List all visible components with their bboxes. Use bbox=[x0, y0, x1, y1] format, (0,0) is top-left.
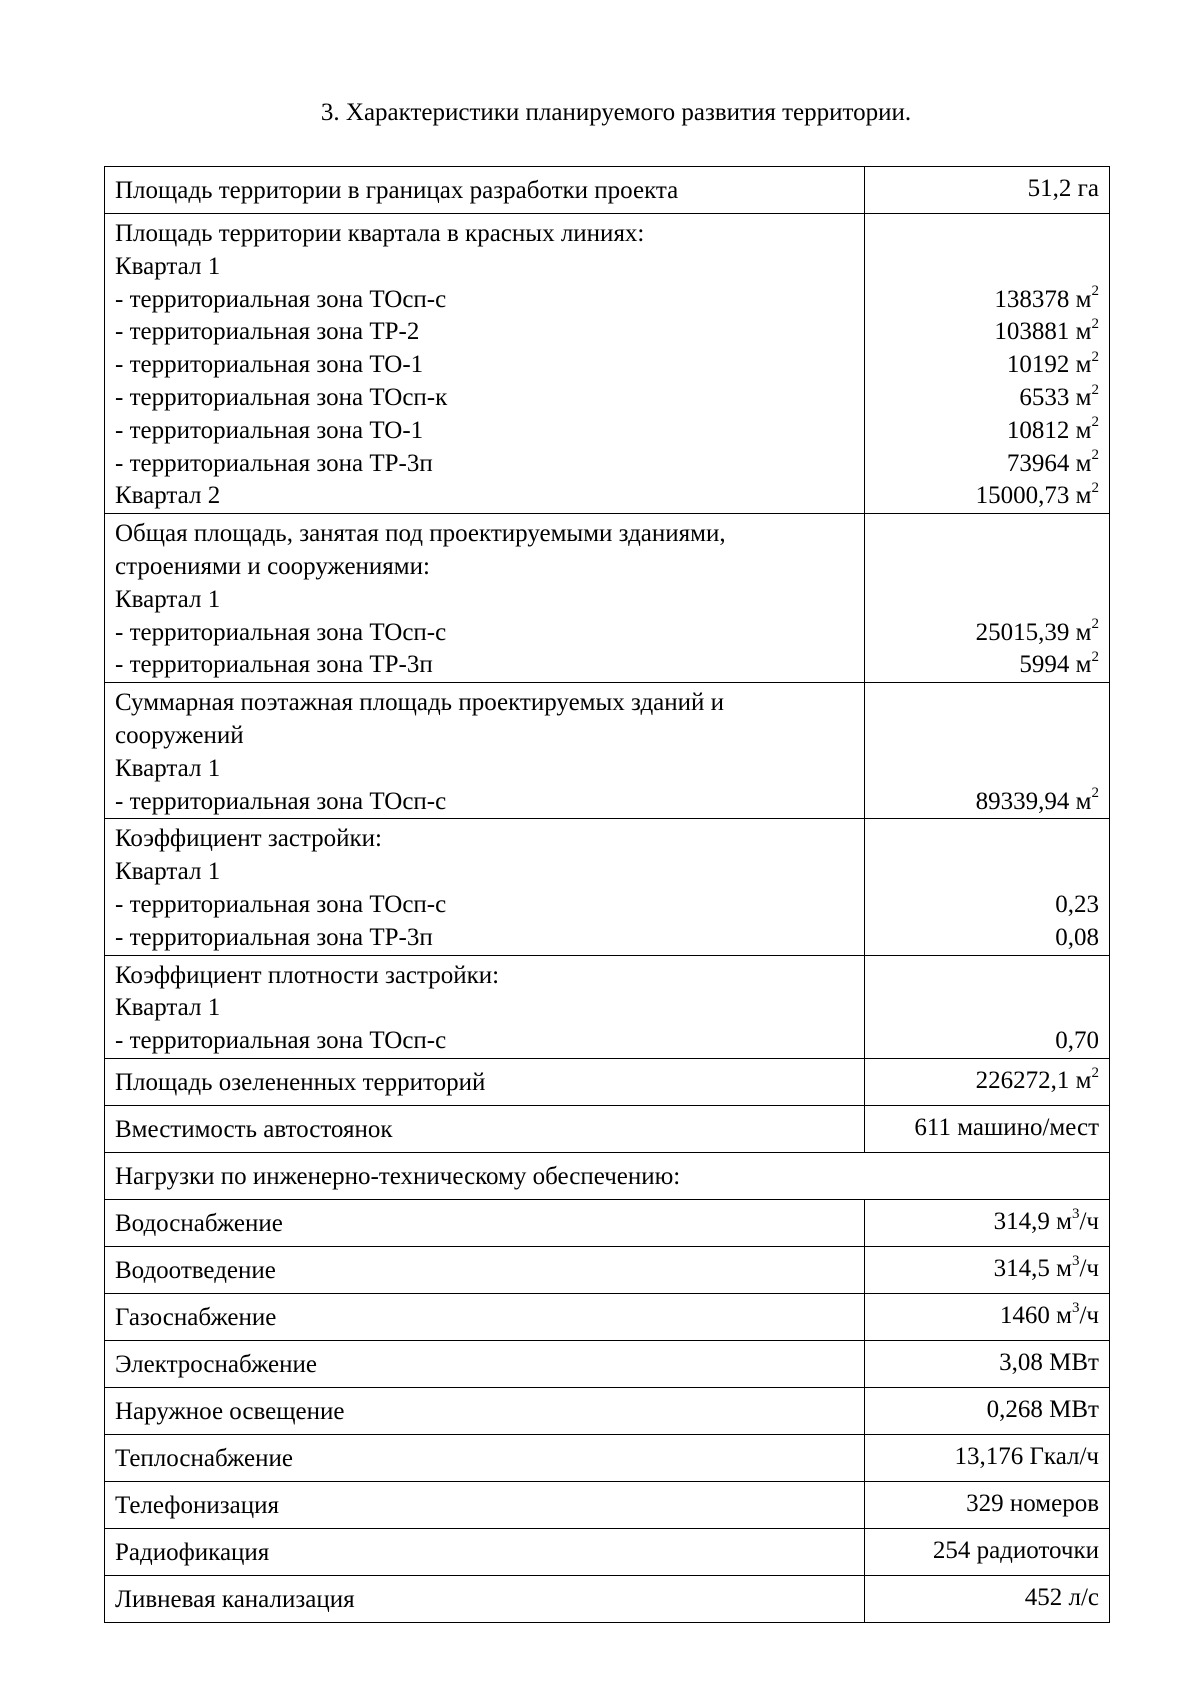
engineering-value: 314,9 $м^3/ч$ bbox=[993, 1205, 1099, 1235]
parameter-cell bbox=[105, 955, 865, 1058]
engineering-value-cell bbox=[865, 1387, 1110, 1434]
value-line: 103881 $м^2$ bbox=[994, 316, 1099, 346]
engineering-value-cell bbox=[865, 1575, 1110, 1622]
parameter-label-line: Суммарная поэтажная площадь проектируемых зданий и bbox=[115, 689, 725, 717]
value-line: 138378 $м^2$ bbox=[994, 283, 1099, 313]
parameter-label-line: Квартал 1 bbox=[115, 994, 221, 1022]
table-row bbox=[105, 214, 1110, 514]
value-cell bbox=[865, 514, 1110, 683]
engineering-label-cell: Наружное освещение bbox=[105, 1387, 865, 1434]
parameter-label-line: сооружений bbox=[115, 721, 244, 749]
engineering-row bbox=[105, 1387, 1110, 1434]
engineering-label-cell: Электроснабжение bbox=[105, 1340, 865, 1387]
engineering-row bbox=[105, 1293, 1110, 1340]
parameter-label-line: Коэффициент застройки: bbox=[115, 825, 383, 853]
parameter-label-line: Общая площадь, занятая под проектируемыми зданиями, bbox=[115, 520, 726, 548]
parameter-label-line: Квартал 1 bbox=[115, 754, 221, 782]
table-row bbox=[105, 1058, 1110, 1105]
parameter-label-line: Квартал 1 bbox=[115, 252, 221, 280]
parameter-cell bbox=[105, 214, 865, 514]
table-body bbox=[105, 167, 1110, 1623]
unit-superscript: 2 bbox=[1091, 381, 1099, 398]
value-spacer bbox=[875, 687, 1099, 720]
value-spacer bbox=[875, 518, 1099, 551]
unit-superscript: 2 bbox=[1091, 447, 1099, 464]
unit-superscript: 2 bbox=[1091, 785, 1099, 802]
table-row bbox=[105, 955, 1110, 1058]
parameter-label-line: - территориальная зона ТО-1 bbox=[115, 416, 424, 444]
unit-superscript: 2 bbox=[1091, 649, 1099, 666]
unit-superscript: 2 bbox=[1091, 316, 1099, 333]
value-line: 15000,73 $м^2$ bbox=[975, 480, 1099, 510]
parameter-label-line: - территориальная зона ТОсп-с bbox=[115, 890, 447, 918]
value-cell bbox=[865, 819, 1110, 955]
value-spacer bbox=[875, 584, 1099, 617]
value-spacer bbox=[875, 720, 1099, 753]
table-row bbox=[105, 167, 1110, 214]
parameter-cell bbox=[105, 167, 865, 214]
engineering-value: 452 л/с bbox=[1024, 1583, 1099, 1611]
engineering-label-cell: Водоснабжение bbox=[105, 1199, 865, 1246]
document-title: 3. Характеристики планируемого развития территории. bbox=[320, 99, 912, 126]
parameter-label-line: Квартал 2 bbox=[115, 482, 221, 510]
table-row bbox=[105, 819, 1110, 955]
parameter-label-line: - территориальная зона ТОсп-с bbox=[115, 618, 447, 646]
value-line: 0,08 bbox=[1055, 923, 1099, 951]
engineering-label-cell: Теплоснабжение bbox=[105, 1434, 865, 1481]
parameter-label-line: - территориальная зона ТОсп-с bbox=[115, 787, 447, 815]
parameter-label-line: Площадь территории квартала в красных линиях: bbox=[115, 220, 645, 247]
table-row bbox=[105, 683, 1110, 819]
engineering-value-cell bbox=[865, 1293, 1110, 1340]
engineering-value-cell bbox=[865, 1199, 1110, 1246]
value-line: 10812 $м^2$ bbox=[1006, 414, 1099, 444]
parameter-cell bbox=[105, 819, 865, 955]
value-line: 73964 $м^2$ bbox=[1006, 447, 1099, 477]
engineering-value: 3,08 МВт bbox=[999, 1348, 1099, 1376]
unit-superscript: 3 bbox=[1071, 1205, 1080, 1222]
value-cell bbox=[865, 167, 1110, 214]
engineering-label-cell: Ливневая канализация bbox=[105, 1575, 865, 1622]
engineering-value-cell bbox=[865, 1434, 1110, 1481]
engineering-row bbox=[105, 1528, 1110, 1575]
parameter-label-line: Площадь территории в границах разработки проекта bbox=[115, 177, 679, 204]
value-cell bbox=[865, 214, 1110, 514]
parameter-label-line: - территориальная зона ТР-3п bbox=[115, 923, 433, 951]
territory-parameters-table bbox=[104, 166, 1110, 1623]
parameter-label-line: - территориальная зона ТО-1 bbox=[115, 351, 424, 379]
value-line: 0,23 bbox=[1055, 890, 1099, 918]
parameter-cell bbox=[105, 514, 865, 683]
value-line: 6533 $м^2$ bbox=[1019, 381, 1099, 411]
engineering-row bbox=[105, 1340, 1110, 1387]
value-spacer bbox=[875, 823, 1099, 856]
parameter-label-line: Площадь озелененных территорий bbox=[115, 1068, 486, 1096]
parameter-cell bbox=[105, 1105, 865, 1152]
engineering-row bbox=[105, 1434, 1110, 1481]
parameter-label-line: - территориальная зона ТР-3п bbox=[115, 449, 433, 477]
value-line: 89339,94 $м^2$ bbox=[975, 785, 1099, 815]
unit-superscript: 3 bbox=[1071, 1252, 1080, 1269]
parameter-label-line: Квартал 1 bbox=[115, 585, 221, 613]
value-spacer bbox=[875, 992, 1099, 1025]
engineering-label-cell: Газоснабжение bbox=[105, 1293, 865, 1340]
engineering-value: 314,5 $м^3/ч$ bbox=[993, 1252, 1099, 1282]
engineering-value: 13,176 Гкал/ч bbox=[954, 1442, 1099, 1470]
parameter-label-line: строениями и сооружениями: bbox=[115, 552, 430, 580]
unit-superscript: 2 bbox=[1091, 283, 1099, 300]
engineering-value: 1460 $м^3/ч$ bbox=[999, 1299, 1099, 1329]
parameter-label-line: Вместимость автостоянок bbox=[115, 1115, 393, 1143]
unit-superscript: 2 bbox=[1091, 414, 1099, 431]
parameter-label-line: - территориальная зона ТОсп-с bbox=[115, 285, 447, 313]
value-spacer bbox=[875, 251, 1099, 284]
value-spacer bbox=[875, 218, 1099, 251]
engineering-value-cell bbox=[865, 1246, 1110, 1293]
value-spacer bbox=[875, 753, 1099, 786]
value-cell bbox=[865, 1058, 1110, 1105]
engineering-row bbox=[105, 1481, 1110, 1528]
value-spacer bbox=[875, 856, 1099, 889]
value-line: 0,70 bbox=[1055, 1027, 1099, 1055]
engineering-row bbox=[105, 1199, 1110, 1246]
value-cell bbox=[865, 1105, 1110, 1152]
value-line: 226272,1 $м^2$ bbox=[975, 1064, 1099, 1094]
parameter-label-line: - территориальная зона ТР-3п bbox=[115, 651, 433, 679]
value-spacer bbox=[875, 551, 1099, 584]
value-cell bbox=[865, 683, 1110, 819]
value-line: 611 машино/мест bbox=[914, 1113, 1099, 1141]
unit-superscript: 2 bbox=[1091, 480, 1099, 497]
engineering-header-row bbox=[105, 1152, 1110, 1199]
engineering-value-cell bbox=[865, 1481, 1110, 1528]
value-line: 51,2 га bbox=[1027, 175, 1099, 202]
value-spacer bbox=[875, 960, 1099, 993]
engineering-value: 329 номеров bbox=[966, 1489, 1099, 1517]
parameter-label-line: - территориальная зона ТОсп-к bbox=[115, 383, 448, 411]
engineering-header-cell: Нагрузки по инженерно-техническому обеспечению: bbox=[105, 1152, 1110, 1199]
table-row bbox=[105, 514, 1110, 683]
unit-superscript: 3 bbox=[1071, 1299, 1080, 1316]
engineering-label-cell: Телефонизация bbox=[105, 1481, 865, 1528]
engineering-label-cell: Водоотведение bbox=[105, 1246, 865, 1293]
value-line: 10192 $м^2$ bbox=[1006, 348, 1099, 379]
unit-superscript: 2 bbox=[1091, 1064, 1099, 1081]
engineering-row bbox=[105, 1575, 1110, 1622]
table-row bbox=[105, 1105, 1110, 1152]
engineering-row bbox=[105, 1246, 1110, 1293]
engineering-value: 0,268 МВт bbox=[986, 1395, 1099, 1423]
parameter-label-line: Коэффициент плотности застройки: bbox=[115, 961, 500, 989]
engineering-value: 254 радиоточки bbox=[932, 1536, 1099, 1564]
value-line: 5994 $м^2$ bbox=[1019, 649, 1099, 679]
parameter-label-line: - территориальная зона ТР-2 bbox=[115, 318, 420, 346]
unit-superscript: 2 bbox=[1091, 616, 1099, 633]
parameter-cell bbox=[105, 1058, 865, 1105]
value-line: 25015,39 $м^2$ bbox=[975, 616, 1099, 646]
parameter-label-line: - территориальная зона ТОсп-с bbox=[115, 1027, 447, 1055]
value-cell bbox=[865, 955, 1110, 1058]
parameter-label-line: Квартал 1 bbox=[115, 858, 221, 886]
engineering-label-cell: Радиофикация bbox=[105, 1528, 865, 1575]
parameter-cell bbox=[105, 683, 865, 819]
engineering-value-cell bbox=[865, 1340, 1110, 1387]
engineering-value-cell bbox=[865, 1528, 1110, 1575]
unit-superscript: 2 bbox=[1091, 348, 1099, 365]
